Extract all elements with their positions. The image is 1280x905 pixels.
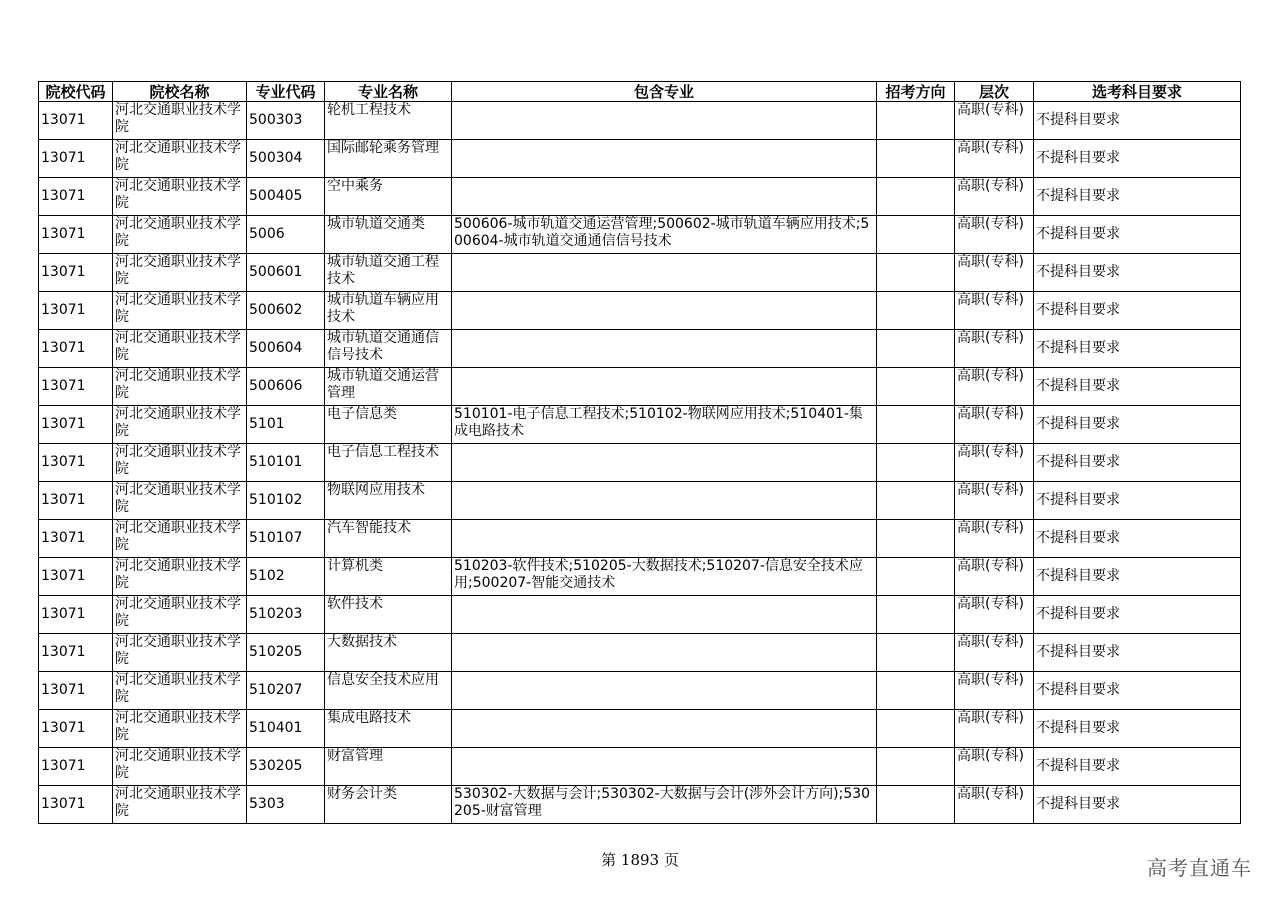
cell-school-name: 河北交通职业技术学院 (113, 558, 247, 596)
cell-school-code: 13071 (39, 482, 113, 520)
cell-major-name: 城市轨道交通工程技术 (325, 254, 452, 292)
header-school-name: 院校名称 (113, 82, 247, 102)
cell-level: 高职(专科) (955, 102, 1034, 140)
cell-major-name: 电子信息工程技术 (325, 444, 452, 482)
cell-major-code: 500304 (247, 140, 325, 178)
cell-included-majors (452, 102, 877, 140)
cell-major-name: 城市轨道交通通信信号技术 (325, 330, 452, 368)
cell-level: 高职(专科) (955, 444, 1034, 482)
table-row (39, 634, 1241, 672)
cell-admission-direction (877, 710, 955, 748)
cell-major-name: 财务会计类 (325, 786, 452, 824)
table-row (39, 292, 1241, 330)
cell-level: 高职(专科) (955, 748, 1034, 786)
table-body (39, 102, 1241, 824)
cell-major-name: 城市轨道车辆应用技术 (325, 292, 452, 330)
cell-school-code: 13071 (39, 102, 113, 140)
header-school-code: 院校代码 (39, 82, 113, 102)
cell-school-name: 河北交通职业技术学院 (113, 254, 247, 292)
cell-subject-requirement: 不提科目要求 (1034, 520, 1241, 558)
cell-admission-direction (877, 292, 955, 330)
cell-included-majors (452, 596, 877, 634)
cell-subject-requirement: 不提科目要求 (1034, 596, 1241, 634)
cell-subject-requirement: 不提科目要求 (1034, 216, 1241, 254)
cell-major-code: 510207 (247, 672, 325, 710)
table-row (39, 596, 1241, 634)
cell-admission-direction (877, 102, 955, 140)
cell-level: 高职(专科) (955, 140, 1034, 178)
cell-major-code: 510205 (247, 634, 325, 672)
cell-school-code: 13071 (39, 786, 113, 824)
cell-included-majors (452, 748, 877, 786)
cell-included-majors (452, 178, 877, 216)
table-row (39, 558, 1241, 596)
cell-major-name: 城市轨道交通类 (325, 216, 452, 254)
cell-subject-requirement: 不提科目要求 (1034, 558, 1241, 596)
header-major-name: 专业名称 (325, 82, 452, 102)
cell-included-majors: 510101-电子信息工程技术;510102-物联网应用技术;510401-集成电路技术 (452, 406, 877, 444)
cell-school-name: 河北交通职业技术学院 (113, 634, 247, 672)
cell-major-code: 510203 (247, 596, 325, 634)
cell-major-code: 510101 (247, 444, 325, 482)
cell-subject-requirement: 不提科目要求 (1034, 406, 1241, 444)
cell-subject-requirement: 不提科目要求 (1034, 178, 1241, 216)
cell-subject-requirement: 不提科目要求 (1034, 368, 1241, 406)
cell-subject-requirement: 不提科目要求 (1034, 102, 1241, 140)
cell-major-name: 国际邮轮乘务管理 (325, 140, 452, 178)
cell-level: 高职(专科) (955, 254, 1034, 292)
cell-major-name: 信息安全技术应用 (325, 672, 452, 710)
table-row (39, 368, 1241, 406)
cell-included-majors (452, 520, 877, 558)
cell-subject-requirement: 不提科目要求 (1034, 330, 1241, 368)
cell-school-code: 13071 (39, 672, 113, 710)
table-row (39, 140, 1241, 178)
cell-school-name: 河北交通职业技术学院 (113, 216, 247, 254)
cell-admission-direction (877, 596, 955, 634)
header-level: 层次 (955, 82, 1034, 102)
cell-major-code: 500303 (247, 102, 325, 140)
table-row (39, 254, 1241, 292)
table-row (39, 216, 1241, 254)
cell-major-code: 5303 (247, 786, 325, 824)
cell-admission-direction (877, 482, 955, 520)
cell-level: 高职(专科) (955, 710, 1034, 748)
cell-school-name: 河北交通职业技术学院 (113, 748, 247, 786)
table-row (39, 710, 1241, 748)
cell-school-name: 河北交通职业技术学院 (113, 596, 247, 634)
cell-subject-requirement: 不提科目要求 (1034, 634, 1241, 672)
table-row (39, 482, 1241, 520)
cell-admission-direction (877, 216, 955, 254)
cell-major-name: 物联网应用技术 (325, 482, 452, 520)
cell-level: 高职(专科) (955, 558, 1034, 596)
table-row (39, 102, 1241, 140)
cell-admission-direction (877, 786, 955, 824)
cell-level: 高职(专科) (955, 672, 1034, 710)
cell-school-code: 13071 (39, 520, 113, 558)
cell-included-majors: 510203-软件技术;510205-大数据技术;510207-信息安全技术应用;500207-智能交通技术 (452, 558, 877, 596)
cell-admission-direction (877, 520, 955, 558)
table-row (39, 406, 1241, 444)
cell-admission-direction (877, 748, 955, 786)
cell-school-name: 河北交通职业技术学院 (113, 520, 247, 558)
cell-school-code: 13071 (39, 292, 113, 330)
cell-major-code: 500606 (247, 368, 325, 406)
cell-school-name: 河北交通职业技术学院 (113, 292, 247, 330)
cell-major-name: 财富管理 (325, 748, 452, 786)
table-row (39, 786, 1241, 824)
cell-school-code: 13071 (39, 178, 113, 216)
cell-school-code: 13071 (39, 710, 113, 748)
cell-included-majors (452, 254, 877, 292)
cell-admission-direction (877, 634, 955, 672)
cell-major-name: 大数据技术 (325, 634, 452, 672)
cell-school-name: 河北交通职业技术学院 (113, 672, 247, 710)
cell-major-name: 电子信息类 (325, 406, 452, 444)
table-header-row (39, 82, 1241, 102)
cell-subject-requirement: 不提科目要求 (1034, 444, 1241, 482)
cell-school-name: 河北交通职业技术学院 (113, 786, 247, 824)
cell-level: 高职(专科) (955, 216, 1034, 254)
header-admission-direction: 招考方向 (877, 82, 955, 102)
cell-subject-requirement: 不提科目要求 (1034, 786, 1241, 824)
cell-major-name: 计算机类 (325, 558, 452, 596)
cell-major-code: 500604 (247, 330, 325, 368)
cell-level: 高职(专科) (955, 330, 1034, 368)
cell-included-majors (452, 710, 877, 748)
cell-admission-direction (877, 672, 955, 710)
table-row (39, 748, 1241, 786)
cell-subject-requirement: 不提科目要求 (1034, 748, 1241, 786)
cell-school-name: 河北交通职业技术学院 (113, 140, 247, 178)
table-row (39, 520, 1241, 558)
cell-admission-direction (877, 178, 955, 216)
table-row (39, 444, 1241, 482)
cell-major-name: 软件技术 (325, 596, 452, 634)
cell-school-name: 河北交通职业技术学院 (113, 330, 247, 368)
cell-school-code: 13071 (39, 748, 113, 786)
table-row (39, 178, 1241, 216)
cell-major-code: 510102 (247, 482, 325, 520)
cell-school-code: 13071 (39, 596, 113, 634)
cell-major-code: 5102 (247, 558, 325, 596)
cell-major-name: 城市轨道交通运营管理 (325, 368, 452, 406)
cell-school-name: 河北交通职业技术学院 (113, 444, 247, 482)
watermark-text: 高考直通车 (1147, 856, 1252, 880)
cell-major-code: 510107 (247, 520, 325, 558)
cell-subject-requirement: 不提科目要求 (1034, 710, 1241, 748)
cell-included-majors: 500606-城市轨道交通运营管理;500602-城市轨道车辆应用技术;500604-城市轨道交通通信信号技术 (452, 216, 877, 254)
cell-level: 高职(专科) (955, 368, 1034, 406)
cell-school-code: 13071 (39, 216, 113, 254)
cell-major-name: 集成电路技术 (325, 710, 452, 748)
cell-admission-direction (877, 254, 955, 292)
cell-subject-requirement: 不提科目要求 (1034, 292, 1241, 330)
cell-included-majors (452, 482, 877, 520)
cell-major-code: 510401 (247, 710, 325, 748)
cell-admission-direction (877, 444, 955, 482)
cell-included-majors (452, 672, 877, 710)
cell-school-name: 河北交通职业技术学院 (113, 710, 247, 748)
page-number: 第 1893 页 (601, 851, 679, 869)
cell-admission-direction (877, 140, 955, 178)
cell-school-code: 13071 (39, 330, 113, 368)
cell-level: 高职(专科) (955, 406, 1034, 444)
header-major-code: 专业代码 (247, 82, 325, 102)
cell-included-majors (452, 330, 877, 368)
cell-school-code: 13071 (39, 406, 113, 444)
cell-school-name: 河北交通职业技术学院 (113, 102, 247, 140)
cell-major-code: 530205 (247, 748, 325, 786)
cell-level: 高职(专科) (955, 634, 1034, 672)
cell-school-code: 13071 (39, 634, 113, 672)
cell-admission-direction (877, 558, 955, 596)
cell-level: 高职(专科) (955, 596, 1034, 634)
cell-level: 高职(专科) (955, 178, 1034, 216)
cell-level: 高职(专科) (955, 292, 1034, 330)
cell-major-code: 500405 (247, 178, 325, 216)
cell-level: 高职(专科) (955, 786, 1034, 824)
cell-subject-requirement: 不提科目要求 (1034, 482, 1241, 520)
cell-major-name: 汽车智能技术 (325, 520, 452, 558)
cell-school-code: 13071 (39, 254, 113, 292)
header-included-majors: 包含专业 (452, 82, 877, 102)
cell-school-code: 13071 (39, 140, 113, 178)
cell-admission-direction (877, 330, 955, 368)
cell-school-code: 13071 (39, 444, 113, 482)
cell-major-name: 空中乘务 (325, 178, 452, 216)
cell-included-majors (452, 368, 877, 406)
cell-school-name: 河北交通职业技术学院 (113, 178, 247, 216)
cell-school-name: 河北交通职业技术学院 (113, 406, 247, 444)
cell-admission-direction (877, 406, 955, 444)
cell-included-majors (452, 292, 877, 330)
cell-school-code: 13071 (39, 558, 113, 596)
cell-level: 高职(专科) (955, 520, 1034, 558)
cell-major-code: 5101 (247, 406, 325, 444)
cell-school-name: 河北交通职业技术学院 (113, 482, 247, 520)
cell-level: 高职(专科) (955, 482, 1034, 520)
cell-major-code: 500601 (247, 254, 325, 292)
table-row (39, 330, 1241, 368)
cell-school-name: 河北交通职业技术学院 (113, 368, 247, 406)
cell-major-code: 5006 (247, 216, 325, 254)
header-subject-requirement: 选考科目要求 (1034, 82, 1241, 102)
cell-subject-requirement: 不提科目要求 (1034, 672, 1241, 710)
cell-major-code: 500602 (247, 292, 325, 330)
cell-subject-requirement: 不提科目要求 (1034, 140, 1241, 178)
table-row (39, 672, 1241, 710)
cell-included-majors (452, 634, 877, 672)
cell-included-majors: 530302-大数据与会计;530302-大数据与会计(涉外会计方向);530205-财富管理 (452, 786, 877, 824)
admissions-table (38, 81, 1241, 824)
cell-included-majors (452, 444, 877, 482)
cell-included-majors (452, 140, 877, 178)
cell-subject-requirement: 不提科目要求 (1034, 254, 1241, 292)
cell-admission-direction (877, 368, 955, 406)
cell-school-code: 13071 (39, 368, 113, 406)
cell-major-name: 轮机工程技术 (325, 102, 452, 140)
